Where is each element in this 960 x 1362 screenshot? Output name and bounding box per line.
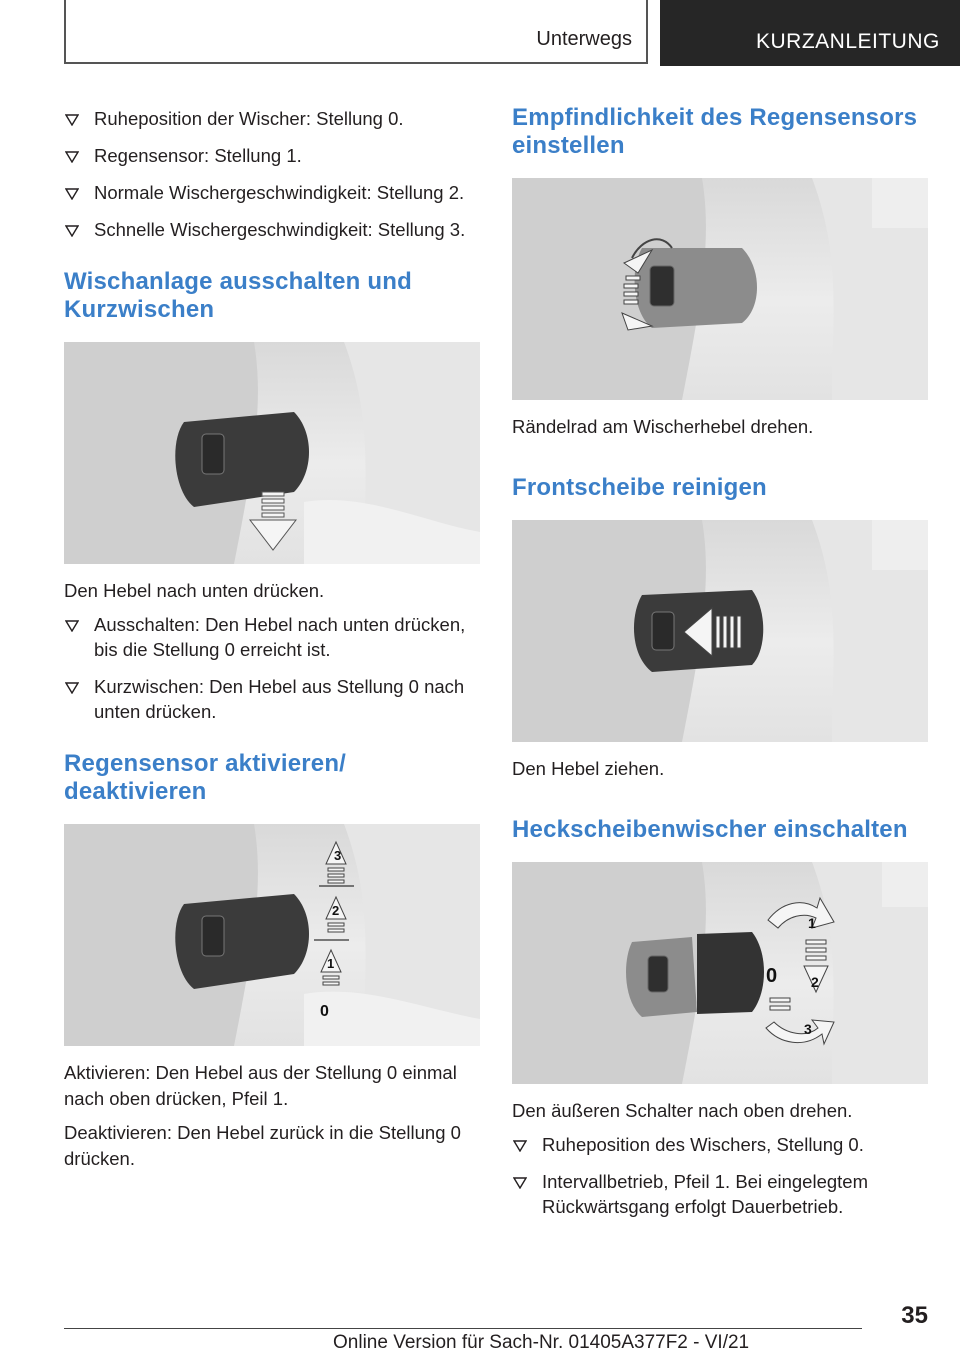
section-title-windshield: Frontscheibe reinigen [512, 474, 767, 501]
header-section-title: Unterwegs [536, 28, 632, 50]
footer-divider [64, 1328, 862, 1329]
label-rear-2: 2 [811, 974, 819, 990]
figure-rear-wiper [512, 862, 928, 1084]
caption-lever-down: Den Hebel nach unten drücken. [64, 580, 325, 601]
list-item: Schnelle Wischergeschwindigkeit: Stellung 3. [64, 217, 480, 242]
paragraph-activate: Aktivieren: Den Hebel aus der Stellung 0 einmal nach oben drücken, Pfeil 1. [64, 1062, 457, 1109]
triangle-bullet-icon [513, 1177, 527, 1189]
list-item: Normale Wischergeschwindigkeit: Stellung 2. [64, 180, 480, 205]
section-title-sensitivity: Empfindlichkeit des Regensensors einstellen [512, 104, 918, 159]
list-item: Intervallbetrieb, Pfeil 1. Bei eingelegtem Rückwärtsgang erfolgt Dauerbetrieb. [512, 1169, 928, 1219]
triangle-bullet-icon [65, 188, 79, 200]
figure-rain-sensor [64, 824, 480, 1046]
list-item: Kurzwischen: Den Hebel aus Stellung 0 nach unten drücken. [64, 674, 480, 724]
figure-thumbwheel [512, 178, 928, 400]
wiper-off-list [64, 612, 480, 724]
list-item: Regensensor: Stellung 1. [64, 143, 480, 168]
figure-lever-down [64, 342, 480, 564]
header-frame [64, 0, 648, 64]
page-number: 35 [901, 1302, 928, 1329]
triangle-bullet-icon [65, 114, 79, 126]
left-column [64, 96, 480, 1172]
label-position-0: 0 [320, 1003, 329, 1020]
triangle-bullet-icon [65, 225, 79, 237]
wiper-positions-list [64, 106, 480, 242]
list-item: Ruheposition der Wischer: Stellung 0. [64, 106, 480, 131]
section-title-rain-sensor: Regensensor aktivieren/ deaktivieren [64, 750, 347, 805]
label-rear-0: 0 [766, 965, 778, 987]
triangle-bullet-icon [65, 682, 79, 694]
right-column [512, 96, 928, 1231]
section-title-rear-wiper: Heckscheibenwischer einschalten [512, 816, 908, 843]
label-position-2: 2 [332, 903, 340, 918]
page-header [0, 0, 960, 68]
triangle-bullet-icon [65, 620, 79, 632]
figure-lever-pull [512, 520, 928, 742]
footer-online-version: Online Version für Sach-Nr. 01405A377F2 - VI/21 [333, 1332, 750, 1353]
header-tab [660, 0, 960, 66]
rear-wiper-list [512, 1132, 928, 1219]
section-title-wiper-off: Wischanlage ausschalten und Kurzwischen [64, 268, 412, 323]
list-item: Ruheposition des Wischers, Stellung 0. [512, 1132, 928, 1157]
header-tab-label: KURZANLEITUNG [756, 30, 940, 53]
triangle-bullet-icon [513, 1140, 527, 1152]
caption-thumbwheel: Rändelrad am Wischerhebel drehen. [512, 416, 814, 437]
label-rear-1: 1 [808, 915, 816, 931]
triangle-bullet-icon [65, 151, 79, 163]
caption-lever-pull: Den Hebel ziehen. [512, 758, 665, 779]
label-position-1: 1 [327, 956, 335, 971]
label-position-3: 3 [334, 848, 342, 863]
list-item: Ausschalten: Den Hebel nach unten drücken, bis die Stellung 0 erreicht ist. [64, 612, 480, 662]
paragraph-deactivate: Deaktivieren: Den Hebel zurück in die Stellung 0 drücken. [64, 1122, 461, 1169]
label-rear-3: 3 [804, 1021, 812, 1037]
caption-rear-wiper: Den äußeren Schalter nach oben drehen. [512, 1100, 853, 1121]
